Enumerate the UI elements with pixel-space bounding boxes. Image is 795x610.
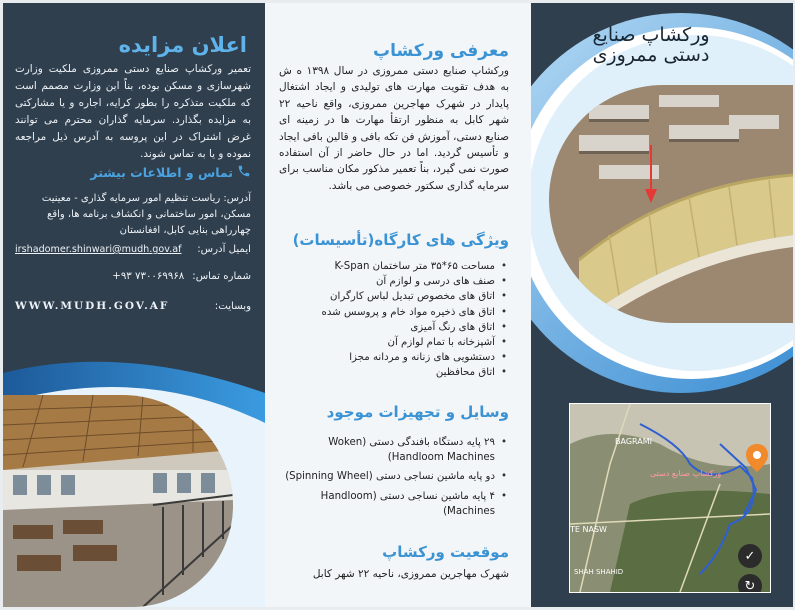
list-item: • ۲۹ پایه دستگاه بافندگی دستی (Woken Handloom Machines) [279,435,495,465]
interior-photo [3,395,233,607]
phone-icon [237,164,251,181]
location-title: موقعیت ورکشاپ [382,543,509,561]
features-title: ویژگی های کارگاه(تأسیسات) [292,231,509,249]
right-title [561,25,741,65]
list-item: • آشپزخانه با تمام لوازم آن [279,335,495,350]
email-label: ایمیل آدرس: [197,244,251,255]
website-label: وبسایت: [214,300,251,312]
left-panel [3,3,265,607]
map-label-bagrami: BAGRAMI [615,437,652,446]
features-list [279,259,509,381]
title-line1: ورکشاپ صنایع [592,24,710,46]
list-item: • دستشویی های زنانه و مردانه مجزا [279,350,495,365]
list-item: • اتاق های رنگ آمیزی [279,320,495,335]
phone-label: شماره تماس: [192,271,251,282]
intro-text: ورکشاپ صنایع دستی ممروزی در سال ۱۳۹۸ ه ش به هدف تقویت مهارت های تولیدی و ایجاد اشتغال پایدار در شهرک مهاجرین ممروزی، واقع ناحیه ۲۲ شهر کابل به منظور ارتقأ مهارت ها در زمینه ای صنایع دستی، آموزش فن تکه بافی و قالین بافی ایجاد و تأسیس گردید. اما در حال حاضر از آن استفاده صورت نمی گیرد، بناً تعمیر مذکور مکان مناسب برای سرمایه گذاری سکتور خصوصی می باشد. [279,65,510,192]
email-link[interactable]: irshadomer.shinwari@mudh.gov.af [15,244,182,255]
address-text: آدرس: ریاست تنظیم امور سرمایه گذاری - معینیت مسکن، امور ساختمانی و انکشاف برنامه ها، واقع چهارراهی بنایی کابل، افغانستان [41,193,251,236]
map-pin-icon [746,444,768,476]
auction-text: تعمیر ورکشاپ صنایع دستی ممروزی ملکیت وزارت شهرسازی و مسکن بوده، بناً این وزارت مصمم است که ملکیت متذکره را بطور کرایه، اجاره و یا مشارکتی به مزایده بگذارد. سرمایه گذاران محترم می توانند غرض اشتراک در این پروسه به آدرس ذیل مراجعه نموده و یا به تماس شوند. [15,63,251,160]
list-item: • دو پایه ماشین نساجی دستی (Spinning Wheel) [279,469,495,484]
list-item: • اتاق های مخصوص تبدیل لباس کارگران [279,289,495,304]
building-photo [549,85,793,323]
map-label-shah-shahid: SHAH SHAHID [574,568,624,576]
list-item: • مساحت ۶۵*۳۵ متر ساختمان K-Span [279,259,495,274]
title-line2: دستی ممروزی [592,44,710,66]
location-map[interactable] [569,403,771,593]
website-row [15,300,251,312]
right-panel [531,3,793,607]
check-icon[interactable]: ✓ [738,544,762,568]
website-link[interactable]: WWW.MUDH.GOV.AF [15,300,170,312]
list-item: • اتاق محافظین [279,365,495,380]
auction-title: اعلان مزایده [118,33,247,57]
equipment-list [279,435,509,519]
list-item: • ۴ پایه ماشین نساجی دستی (Handloom Machines) [279,489,495,519]
email-row [15,244,251,255]
list-item: • اتاق های ذخیره مواد خام و پروسس شده [279,305,495,320]
phone-value: +۹۳ ۷۳۰۰۶۹۹۶۸ [112,271,185,282]
rotate-icon[interactable]: ↻ [738,574,762,593]
middle-panel [265,3,531,607]
map-label-workshop: ورکشاپ صنایع دستی [650,469,722,478]
contact-title: تماس و اطلاعات بیشتر [90,165,233,180]
equipment-title: وسایل و تجهیزات موجود [326,403,509,421]
phone-row [15,271,251,282]
list-item: • صنف های درسی و لوازم آن [279,274,495,289]
location-text: شهرک مهاجرین ممروزی، ناحیه ۲۲ شهر کابل [312,568,509,580]
contact-heading [90,164,251,181]
intro-title: معرفی ورکشاپ [373,41,509,61]
map-label-naswar: TE NASW [570,525,607,534]
